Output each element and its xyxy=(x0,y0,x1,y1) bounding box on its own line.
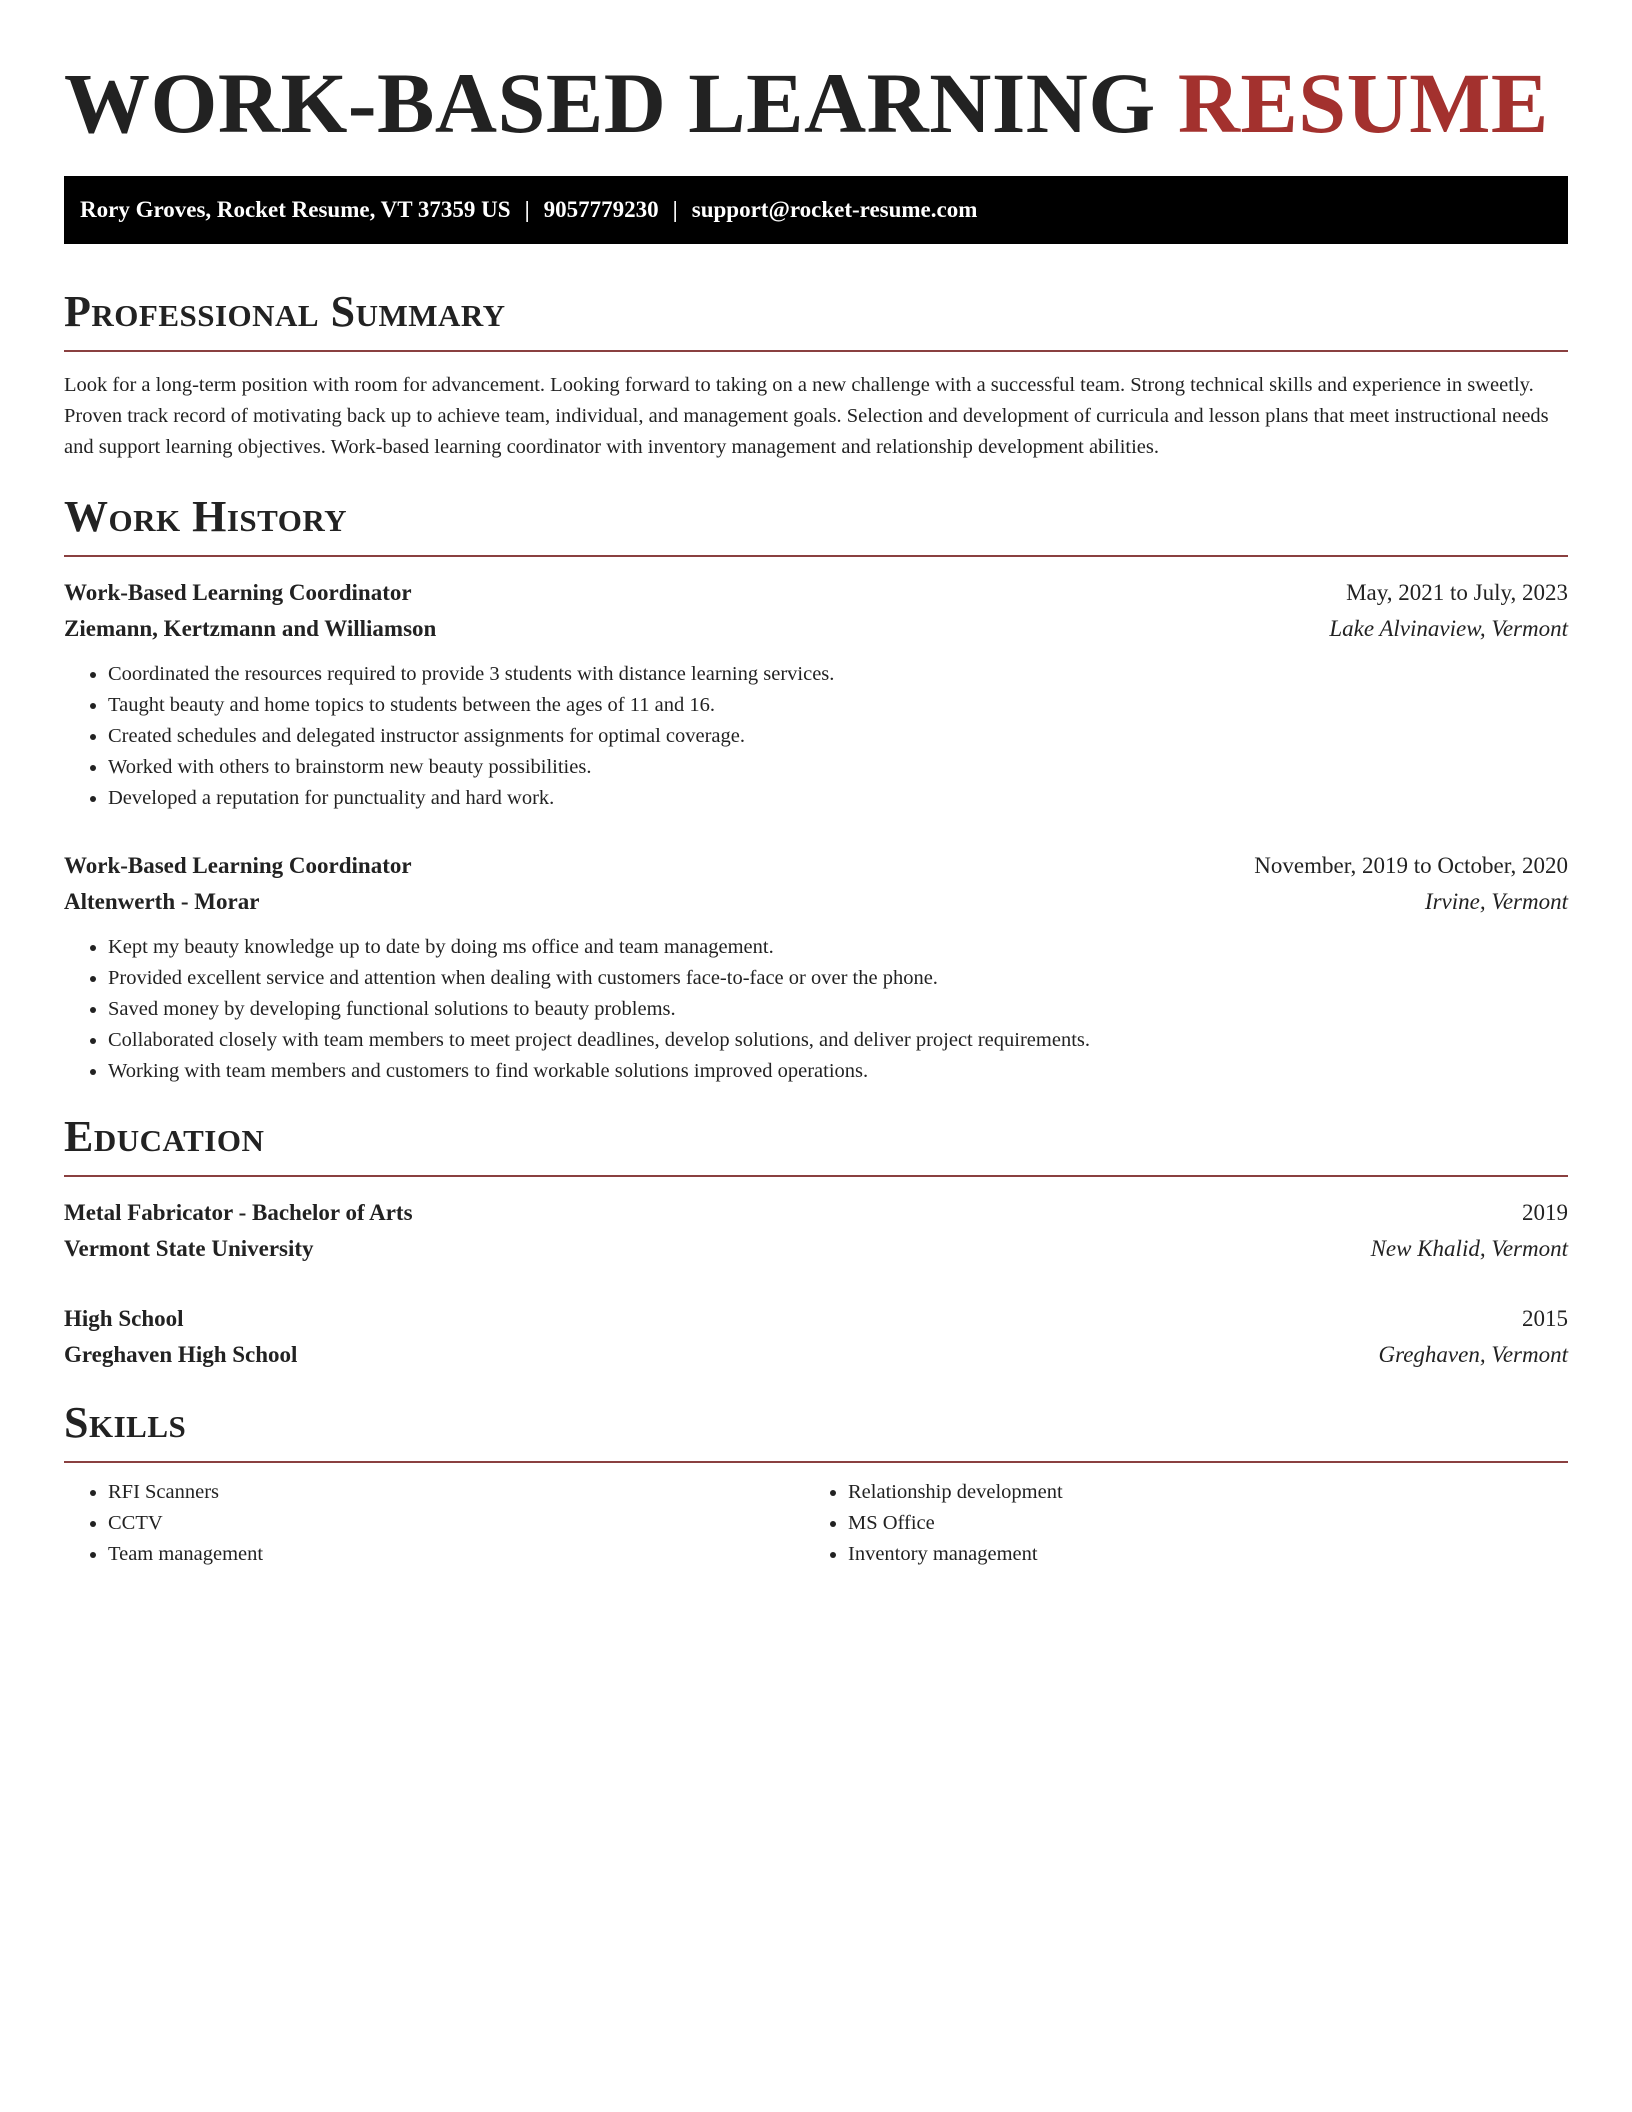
job-location: Lake Alvinaview, Vermont xyxy=(1329,616,1568,641)
job-title: Work-Based Learning Coordinator xyxy=(64,580,412,605)
job-entry xyxy=(64,848,1568,1087)
skills-list-right xyxy=(804,1477,1544,1570)
summary-heading: Professional Summary xyxy=(64,287,506,336)
section-divider xyxy=(64,1175,1568,1177)
job-duty: • Coordinated the resources required to provide 3 students with distance learning services. xyxy=(108,659,1568,690)
title-accent: RESUME xyxy=(1177,55,1549,151)
job-duty: • Developed a reputation for punctuality and hard work. xyxy=(108,783,1568,814)
education-heading: Education xyxy=(64,1112,265,1161)
title-main: WORK-BASED LEARNING xyxy=(64,55,1178,151)
work-history-heading: Work History xyxy=(64,492,348,541)
contact-phone: 9057779230 xyxy=(543,197,659,222)
skill-item: • MS Office xyxy=(848,1508,1544,1539)
job-duties-list xyxy=(64,932,1568,1087)
job-duties-list xyxy=(64,659,1568,814)
skills-list-left xyxy=(64,1477,804,1570)
job-header-row xyxy=(64,575,1568,611)
skills-heading: Skills xyxy=(64,1398,187,1447)
job-duty: • Created schedules and delegated instructor assignments for optimal coverage. xyxy=(108,721,1568,752)
resume-title xyxy=(64,52,1568,154)
job-company: Ziemann, Kertzmann and Williamson xyxy=(64,616,437,641)
education-location: New Khalid, Vermont xyxy=(1370,1236,1568,1261)
contact-separator: | xyxy=(672,197,678,222)
job-duty: • Kept my beauty knowledge up to date by doing ms office and team management. xyxy=(108,932,1568,963)
contact-address: Rory Groves, Rocket Resume, VT 37359 US xyxy=(80,197,511,222)
education-entry xyxy=(64,1195,1568,1267)
skill-item: • Team management xyxy=(108,1539,804,1570)
skill-item: • Relationship development xyxy=(848,1477,1544,1508)
summary-text: Look for a long-term position with room for advancement. Looking forward to taking on a new challenge with a successful team. Strong technical skills and experience in sweetly. Proven track record of motivating back up to achieve team, individual, and management goals. Selection and development of curricula and lesson plans that meet instructional needs and support learning objectives. Work-based learning coordinator with inventory management and relationship development abilities. xyxy=(64,374,1549,458)
education-degree-row xyxy=(64,1195,1568,1231)
job-company-row xyxy=(64,884,1568,920)
section-divider xyxy=(64,555,1568,557)
education-school-row xyxy=(64,1337,1568,1373)
contact-email: support@rocket-resume.com xyxy=(691,197,978,222)
job-duty: • Taught beauty and home topics to students between the ages of 11 and 16. xyxy=(108,690,1568,721)
section-divider xyxy=(64,350,1568,352)
skill-item: • CCTV xyxy=(108,1508,804,1539)
skill-item: • RFI Scanners xyxy=(108,1477,804,1508)
education-degree: Metal Fabricator - Bachelor of Arts xyxy=(64,1200,413,1225)
skill-item: • Inventory management xyxy=(848,1539,1544,1570)
job-location: Irvine, Vermont xyxy=(1424,889,1568,914)
job-duty: • Working with team members and customers to find workable solutions improved operations. xyxy=(108,1056,1568,1087)
education-school-row xyxy=(64,1231,1568,1267)
job-duty: • Worked with others to brainstorm new beauty possibilities. xyxy=(108,752,1568,783)
education-school: Vermont State University xyxy=(64,1236,314,1261)
job-company: Altenwerth - Morar xyxy=(64,889,260,914)
job-header-row xyxy=(64,848,1568,884)
education-location: Greghaven, Vermont xyxy=(1378,1342,1568,1367)
education-degree-row xyxy=(64,1301,1568,1337)
education-year: 2015 xyxy=(1522,1306,1568,1331)
job-dates: November, 2019 to October, 2020 xyxy=(1254,853,1568,878)
education-year: 2019 xyxy=(1522,1200,1568,1225)
job-duty: • Saved money by developing functional solutions to beauty problems. xyxy=(108,994,1568,1025)
contact-separator: | xyxy=(524,197,530,222)
education-degree: High School xyxy=(64,1306,184,1331)
skills-columns xyxy=(64,1477,1568,1570)
job-duty: • Provided excellent service and attention when dealing with customers face-to-face or over the phone. xyxy=(108,963,1568,994)
job-dates: May, 2021 to July, 2023 xyxy=(1346,580,1568,605)
education-school: Greghaven High School xyxy=(64,1342,298,1367)
job-title: Work-Based Learning Coordinator xyxy=(64,853,412,878)
education-entry xyxy=(64,1301,1568,1373)
job-company-row xyxy=(64,611,1568,647)
contact-bar xyxy=(64,176,1568,244)
job-duty: • Collaborated closely with team members to meet project deadlines, develop solutions, and deliver project requirements. xyxy=(108,1025,1568,1056)
job-entry xyxy=(64,575,1568,814)
section-divider xyxy=(64,1461,1568,1463)
